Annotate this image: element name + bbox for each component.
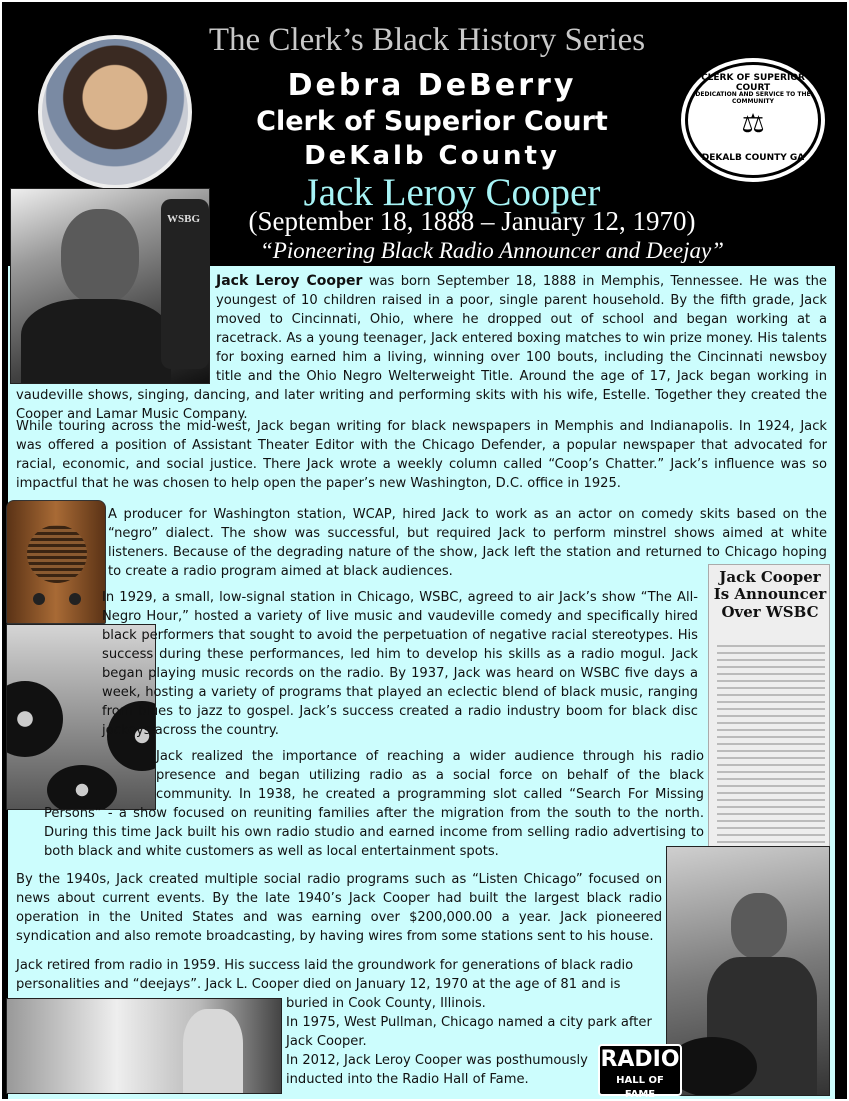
- paragraph-wsbc: In 1929, a small, low-signal station in Chicago, WSBC, agreed to air Jack’s show “The All-Negro Hour,” hosted a variety of live music and vaudeville comedy and specifically hired black performers that sought to avoid the perpetuation of negative racial stereotypes. His success during these performances, led him to develop his skills as a radio mogul. Jack began playing music records on the radio. By 1937, Jack was heard on WSBC five days a week, hosting a variety of programs that played an eclectic blend of black music, ranging from blues to jazz to gospel. Jack’s success created a radio industry boom for black disc jockeys across the country.: [102, 590, 698, 738]
- float-spacer: [44, 747, 156, 804]
- subject-name: Jack Leroy Cooper: [303, 171, 601, 214]
- paragraph-retirement-line: Jack retired from radio in 1959. His success laid the groundwork for generations of black radio: [16, 958, 634, 973]
- paragraph-retirement-line: personalities and “deejays”. Jack L. Cooper died on January 12, 1970 at the age of 81 and is: [16, 977, 621, 992]
- paragraph-early-life: [16, 272, 827, 424]
- court-seal-logo: [678, 55, 828, 185]
- hof-logo-title: RADIO: [600, 1047, 680, 1072]
- seal-bottom-text: DEKALB COUNTY GA: [701, 153, 805, 163]
- float-spacer: [16, 272, 216, 372]
- radio-knob: [33, 593, 45, 605]
- paragraph-1940s: By the 1940s, Jack created multiple social radio programs such as “Listen Chicago” focused on news about current events. By the late 1940’s Jack Cooper had built the largest black radio operation in the United States and was earning over $200,000.00 a year. Jack pioneered syndication and also remote broadcasting, by having wires from some stations sent to his house.: [16, 872, 662, 944]
- paragraph-burial: buried in Cook County, Illinois.: [286, 996, 486, 1011]
- county-name: DeKalb County: [304, 141, 560, 171]
- microphone-label: WSBG: [167, 213, 201, 225]
- photo-figure: [183, 1009, 243, 1094]
- series-title: The Clerk’s Black History Series: [208, 22, 646, 58]
- clerk-portrait-photo: [38, 35, 192, 189]
- clipping-headline-line: Over WSBC: [721, 602, 819, 621]
- newspaper-clipping: [708, 564, 830, 860]
- hof-logo-subtitle: HALL OF FAME: [616, 1075, 664, 1099]
- photo-face: [731, 893, 787, 959]
- radio-grille: [27, 525, 87, 583]
- paragraph-text: Jack realized the importance of reaching a wider audience through his radio presence and began utilizing radio as a social force on behalf of the black community. In 1938, he created a programming slot called “Search For Missing Persons” - a show focused on reuniting families after the migration from the south to the north. During this time Jack built his own radio studio and earned income from selling radio advertising to both black and white customers as well as local entertainment spots.: [44, 749, 704, 859]
- paragraph-hall-of-fame: In 2012, Jack Leroy Cooper was posthumously inducted into the Radio Hall of Fame.: [286, 1053, 588, 1087]
- life-dates: (September 18, 1888 – January 12, 1970): [248, 206, 696, 236]
- paragraph-text: was born September 18, 1888 in Memphis, Tennessee. He was the youngest of 10 children raised in a poor, single parent household. By the fifth grade, Jack moved to Cincinnati, Ohio, where he dropped out of school and began working at a racetrack. As a young teenager, Jack entered boxing matches to win prize money. His talents for boxing earned him a living, winning over 100 bouts, including the Cincinnati newsboy title and the Ohio Negro Welterweight Title. Around the age of 17, Jack began working in vaudeville shows, singing, dancing, and later writing and performing skits with his wife, Estelle. Together they created the Cooper and Lamar Music Company.: [16, 274, 827, 422]
- paragraph-social-force: [44, 747, 704, 861]
- seal-ring: [685, 62, 821, 178]
- clipping-headline: [713, 569, 827, 621]
- clipping-headline-line: Is Announcer: [713, 585, 827, 604]
- seal-inner-text: DEDICATION AND SERVICE TO THE COMMUNITY: [695, 91, 811, 105]
- cooper-studio-photo: [666, 846, 830, 1096]
- clerk-role: Clerk of Superior Court: [256, 106, 608, 137]
- scales-of-justice-icon: ⚖: [741, 109, 765, 139]
- tagline: “Pioneering Black Radio Announcer and Deejay”: [260, 238, 724, 263]
- seal-top-text: CLERK OF SUPERIOR COURT: [701, 73, 805, 93]
- clipping-body-text: [717, 641, 825, 857]
- paragraph-wcap: A producer for Washington station, WCAP, hired Jack to work as an actor on comedy skits based on the “negro” dialect. The show was successful, but required Jack to perform minstrel shows aimed at white listeners. Because of the degrading nature of the show, Jack left the station and returned to Chicago hoping to create a radio program aimed at black audiences.: [108, 507, 827, 579]
- paragraph-newspapers: While touring across the mid-west, Jack began writing for black newspapers in Memphis and Indianapolis. In 1924, Jack was offered a position of Assistant Theater Editor with the Chicago Defender, a popular newspaper that advocated for racial, economic, and social justice. There Jack wrote a weekly column called “Coop’s Chatter.” Jack’s influence was so impactful that he was chosen to help open the paper’s new Washington, D.C. office in 1925.: [16, 419, 827, 491]
- paragraph-park: In 1975, West Pullman, Chicago named a city park after Jack Cooper.: [286, 1015, 652, 1049]
- flyer-page: [2, 2, 847, 1099]
- broadcast-room-photo: [6, 998, 282, 1094]
- clerk-name: Debra DeBerry: [287, 68, 577, 103]
- paragraph-lead-name: Jack Leroy Cooper: [216, 273, 363, 289]
- vintage-radio-photo: [6, 500, 106, 624]
- vinyl-record: [6, 681, 63, 757]
- radio-knob: [69, 593, 81, 605]
- clipping-headline-line: Jack Cooper: [719, 568, 821, 586]
- radio-hall-of-fame-logo: [598, 1044, 682, 1099]
